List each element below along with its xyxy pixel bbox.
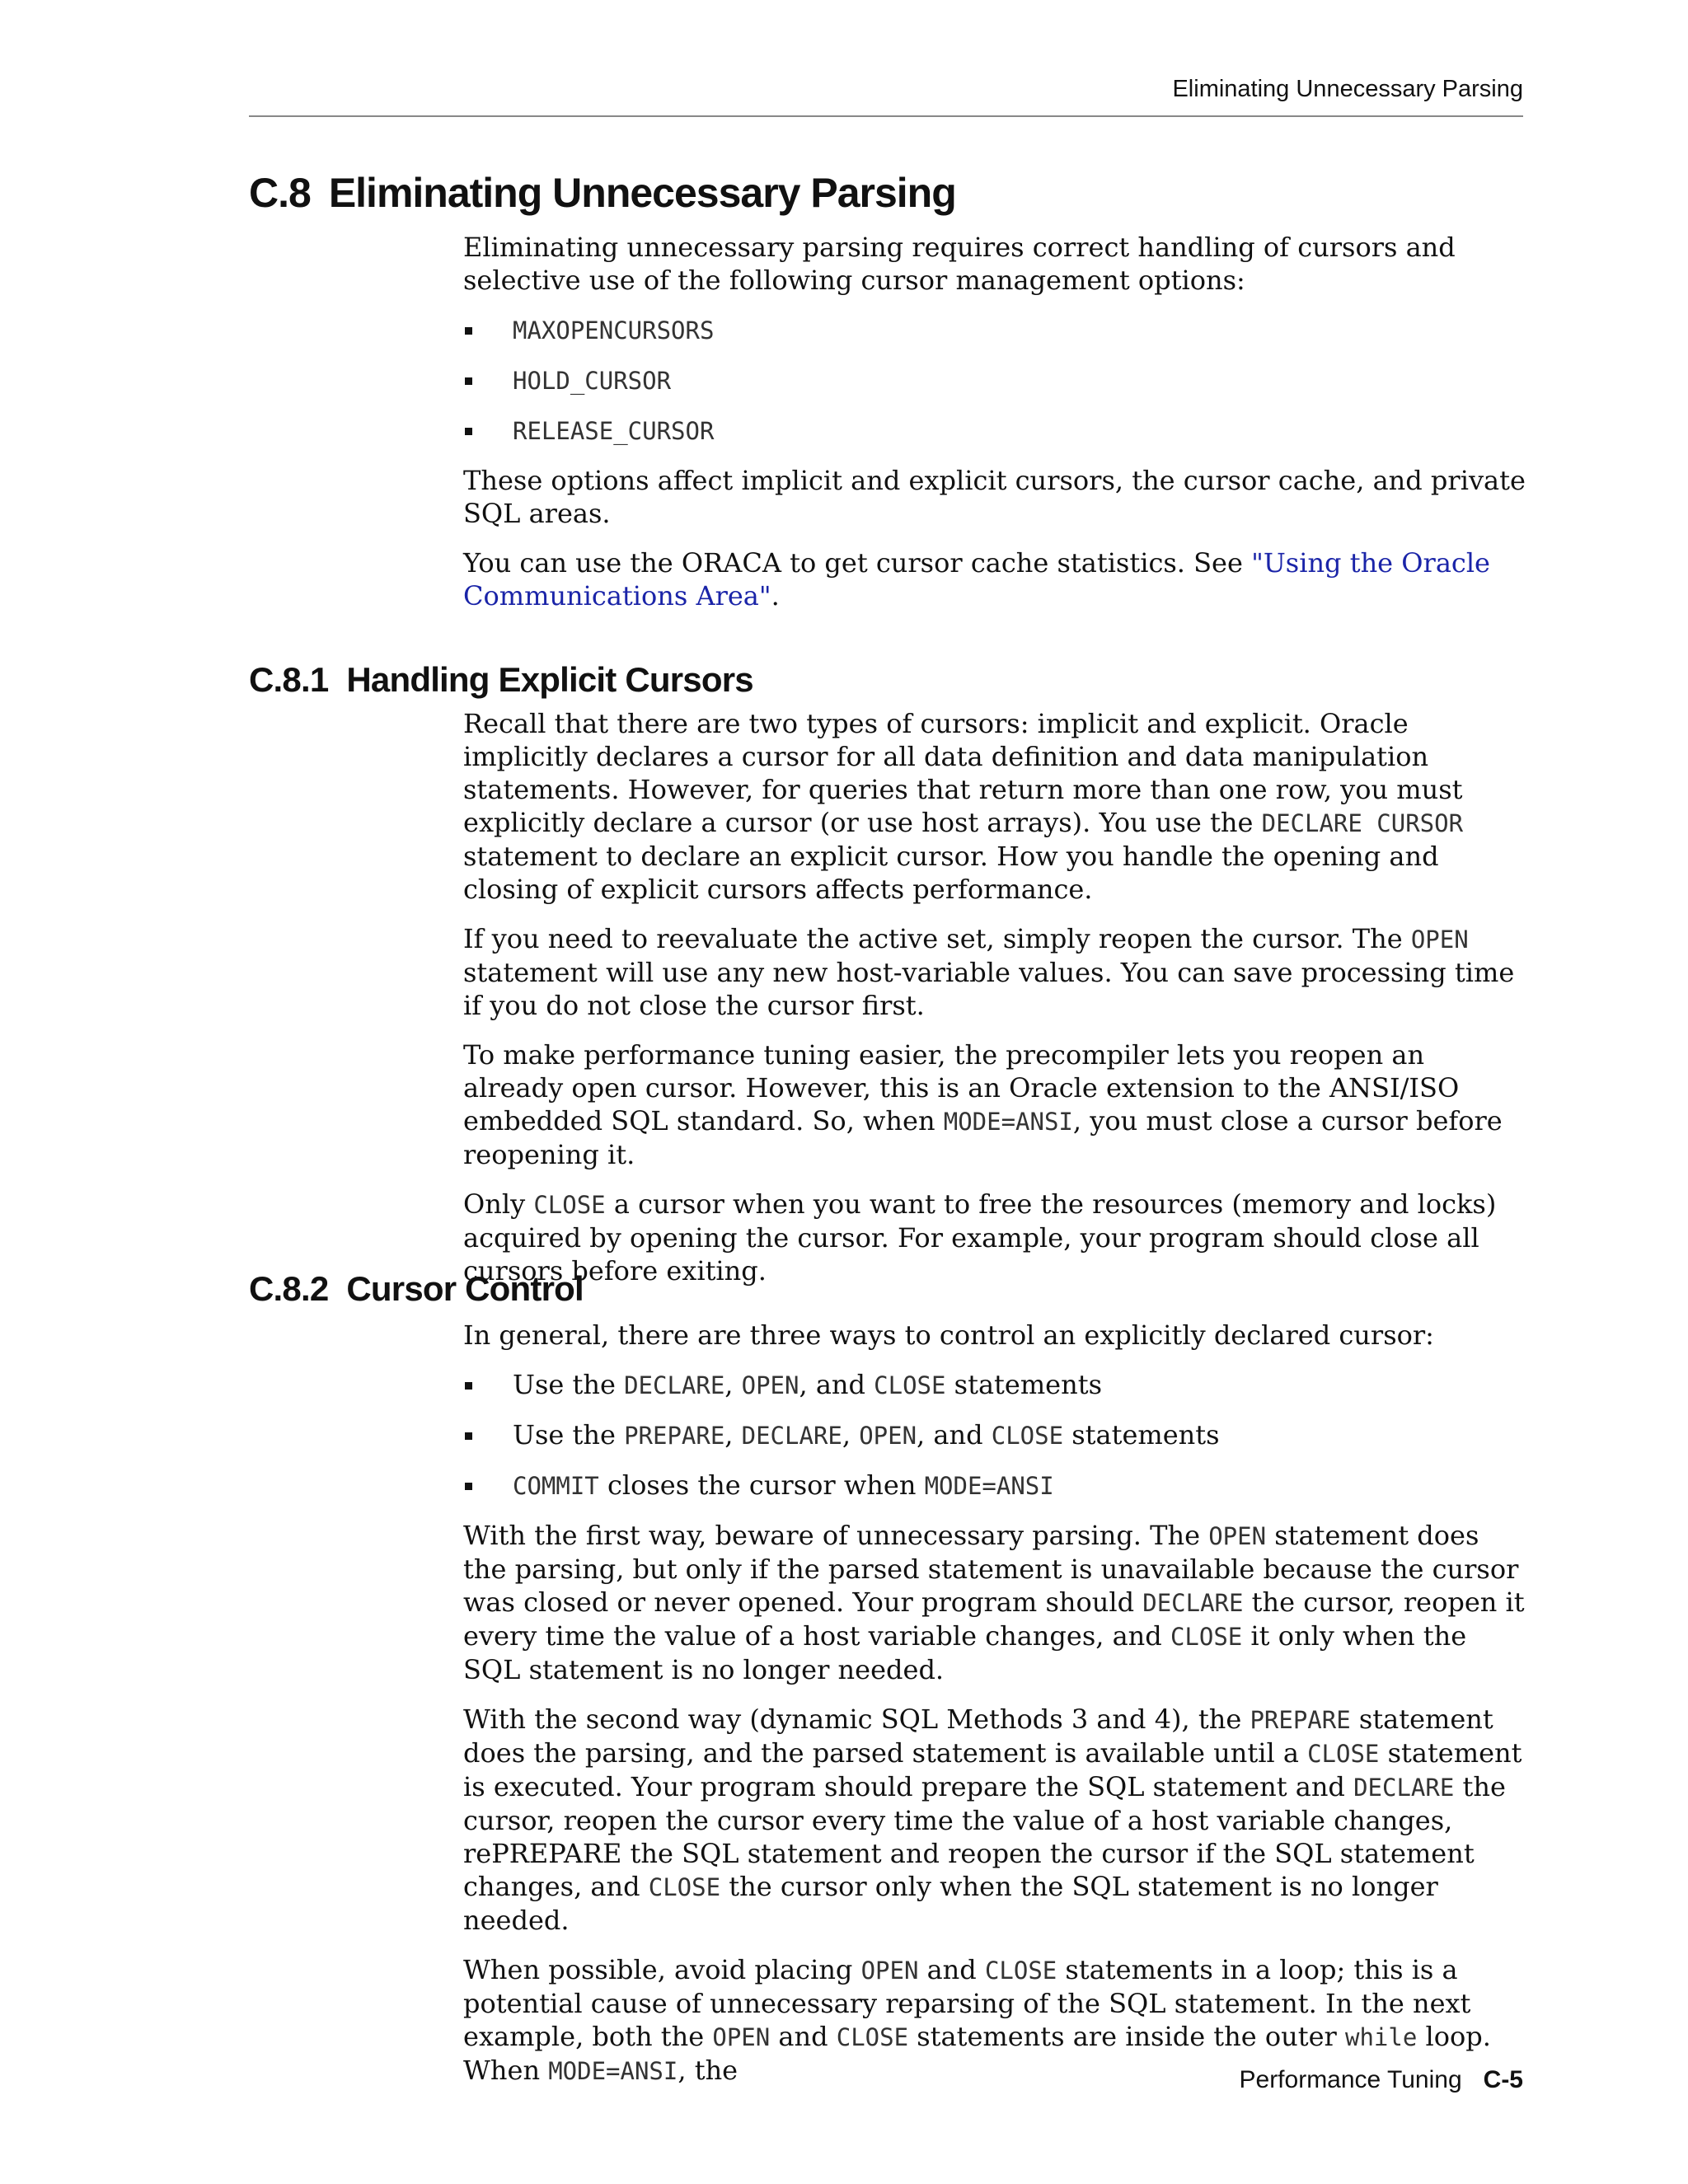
control-ways-list	[463, 1368, 1526, 1502]
oraca-link[interactable]: "Using the Oracle Communications Area"	[463, 547, 1490, 612]
paragraph: In general, there are three ways to control an explicitly declared cursor:	[463, 1319, 1434, 1351]
bullet-icon	[465, 377, 472, 385]
footer-label: Performance Tuning	[1239, 2066, 1462, 2093]
paragraph: Only CLOSE a cursor when you want to free the resources (memory and locks) acquired by opening the cursor. For example, your program should close all cursors before exiting.	[463, 1188, 1497, 1286]
bullet-icon	[465, 1382, 472, 1390]
paragraph: With the first way, beware of unnecessary parsing. The OPEN statement does the parsing, but only if the parsed statement is unavailable because the cursor was closed or never opened. Your program should DECLARE the cursor, reopen it every time the value of a host variable changes, and CLOSE it only when the SQL statement is no longer needed.	[463, 1520, 1525, 1685]
list-item: COMMIT closes the cursor when MODE=ANSI	[463, 1469, 1526, 1502]
section-title: Eliminating Unnecessary Parsing	[328, 170, 956, 216]
list-item: Use the DECLARE, OPEN, and CLOSE statements	[463, 1368, 1526, 1402]
section-number: C.8	[249, 170, 311, 216]
paragraph: Recall that there are two types of cursors: implicit and explicit. Oracle implicitly declares a cursor for all data definition and data manipulation statements. However, for queries that return more than one row, you must explicitly declare a cursor (or use host arrays). You use the DECLARE CURSOR statement to declare an explicit cursor. How you handle the opening and closing of explicit cursors affects performance.	[463, 708, 1464, 905]
list-item: RELEASE_CURSOR	[463, 414, 1526, 448]
handling-explicit-cursors-block	[463, 707, 1526, 1287]
subsection-number: C.8.2	[249, 1269, 329, 1308]
bullet-icon	[465, 428, 472, 435]
paragraph: To make performance tuning easier, the precompiler lets you reopen an already open cursor. However, this is an Oracle extension to the ANSI/ISO embedded SQL standard. So, when MODE=ANSI, you must close a cursor before reopening it.	[463, 1039, 1503, 1170]
running-header: Eliminating Unnecessary Parsing	[1172, 76, 1523, 102]
list-item: MAXOPENCURSORS	[463, 313, 1526, 347]
page-footer	[1240, 2066, 1524, 2094]
intro-paragraph-1: Eliminating unnecessary parsing requires correct handling of cursors and selective use of the following cursor management options:	[463, 232, 1456, 296]
bullet-icon	[465, 327, 472, 335]
subsection-title: Handling Explicit Cursors	[346, 660, 753, 699]
cursor-control-block	[463, 1319, 1526, 2088]
header-rule	[249, 115, 1523, 117]
paragraph: When possible, avoid placing OPEN and CLOSE statements in a loop; this is a potential cause of unnecessary reparsing of the SQL statement. In the next example, both the OPEN and CLOSE statements are inside the outer while loop. When MODE=ANSI, the	[463, 1954, 1491, 2086]
options-list	[463, 313, 1526, 448]
section-heading	[249, 169, 956, 217]
intro-block	[463, 231, 1526, 612]
subsection-number: C.8.1	[249, 660, 329, 699]
subsection-heading-2	[249, 1269, 584, 1309]
list-item: HOLD_CURSOR	[463, 363, 1526, 397]
list-item: Use the PREPARE, DECLARE, OPEN, and CLOSE statements	[463, 1418, 1526, 1452]
paragraph: With the second way (dynamic SQL Methods 3 and 4), the PREPARE statement does the parsing, and the parsed statement is available until a CLOSE statement is executed. Your program should prepare the SQL statement and DECLARE the cursor, reopen the cursor every time the value of a host variable changes, rePREPARE the SQL statement and reopen the cursor if the SQL statement changes, and CLOSE the cursor only when the SQL statement is no longer needed.	[463, 1704, 1522, 1936]
intro-paragraph-3: You can use the ORACA to get cursor cache statistics. See "Using the Oracle Communications Area".	[463, 547, 1490, 612]
subsection-title: Cursor Control	[346, 1269, 584, 1308]
page-number: C-5	[1483, 2066, 1523, 2093]
subsection-heading-1	[249, 660, 753, 700]
paragraph: If you need to reevaluate the active set, simply reopen the cursor. The OPEN statement will use any new host-variable values. You can save processing time if you do not close the cursor first.	[463, 923, 1515, 1021]
intro-paragraph-2: These options affect implicit and explicit cursors, the cursor cache, and private SQL areas.	[463, 465, 1526, 529]
bullet-icon	[465, 1483, 472, 1490]
bullet-icon	[465, 1432, 472, 1440]
